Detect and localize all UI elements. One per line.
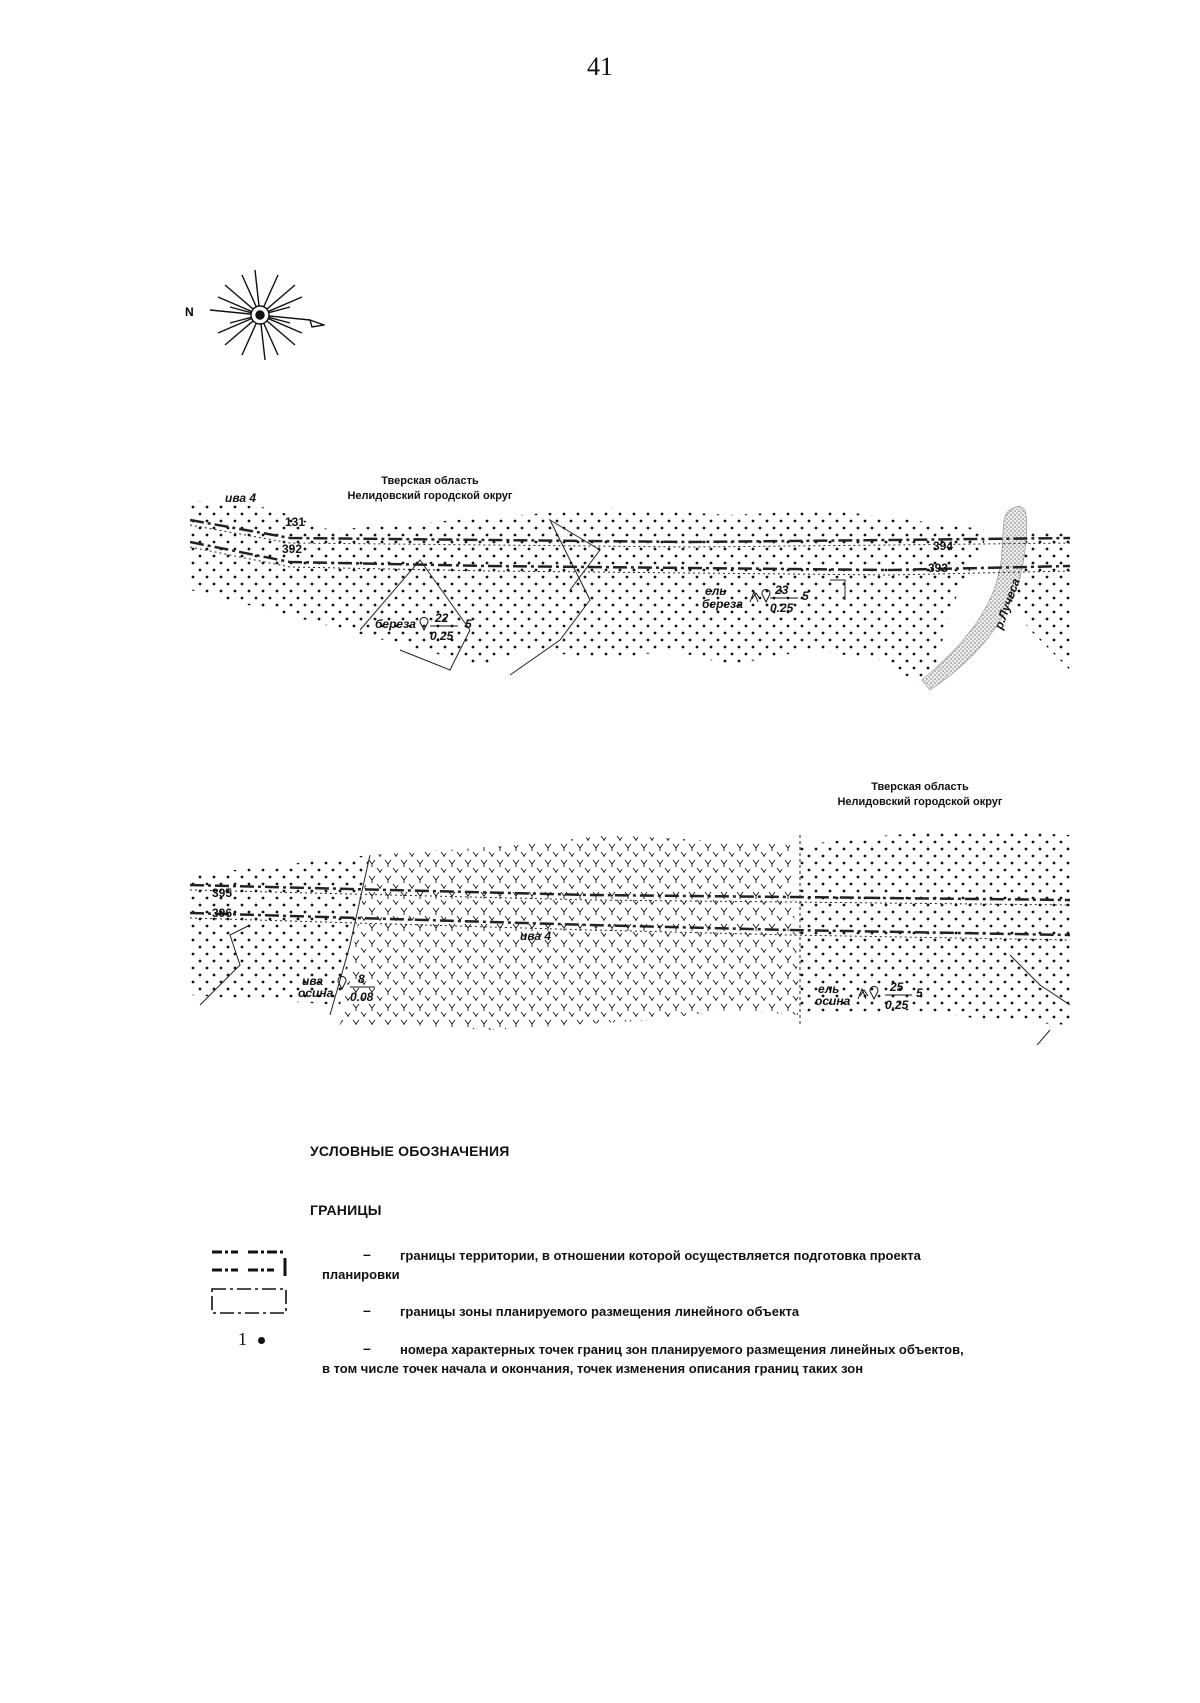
upper-map (190, 490, 1070, 720)
label-iva-4: ива 4 (520, 929, 552, 943)
compass-rose-icon (185, 265, 325, 370)
point-392: 392 (282, 542, 303, 556)
label-el-osina: осина (815, 994, 851, 1008)
legend-item-1-line2: планировки (322, 1267, 400, 1282)
linear-object-zone-border-symbol (210, 1286, 290, 1316)
el-numerator: 25 (890, 980, 904, 994)
point-395: 395 (212, 886, 233, 900)
bereza-numerator: 22 (435, 611, 449, 625)
el-denominator: 0.25 (885, 998, 909, 1012)
legend-section-borders: ГРАНИЦЫ (310, 1202, 382, 1218)
meadow-area-left (190, 855, 370, 1005)
el-height: 5 (916, 986, 923, 1000)
lower-region-label (820, 780, 1020, 810)
lower-region-line1: Тверская область (871, 781, 969, 793)
planning-territory-border-symbol (210, 1248, 290, 1280)
point-number-symbol-label: 1 (238, 1329, 247, 1349)
label-iva: ива (302, 974, 324, 988)
el-numerator: 23 (775, 583, 789, 597)
legend-item-3-line2: в том числе точек начала и окончания, точек изменения описания границ таких зон (322, 1361, 864, 1376)
legend-title: УСЛОВНЫЕ ОБОЗНАЧЕНИЯ (310, 1143, 510, 1159)
point-393: 393 (928, 561, 949, 575)
forest-area (330, 508, 990, 690)
label-el: ель (705, 584, 727, 598)
point-394: 394 (933, 539, 954, 553)
iva-denominator: 0.08 (350, 990, 374, 1004)
legend-item-1-line1: границы территории, в отношении которой осуществляется подготовка проекта (400, 1248, 921, 1263)
legend-item-2-dash: – (363, 1302, 371, 1318)
legend-item-2-text: границы зоны планируемого размещения линейного объекта (400, 1304, 800, 1319)
bereza-height: 5 (465, 617, 472, 631)
legend-item-1-dash: – (363, 1246, 371, 1262)
legend-item-1-text (322, 1246, 962, 1284)
label-river: р.Лучеса (991, 576, 1023, 632)
el-denominator: 0.25 (770, 601, 794, 615)
legend-item-3-line1: номера характерных точек границ зон планируемого размещения линейных объектов, (400, 1342, 964, 1357)
el-height: 5 (802, 589, 809, 603)
north-label: N (185, 305, 194, 319)
iva-numerator: 8 (358, 972, 365, 986)
page-number: 41 (587, 52, 613, 81)
upper-region-line2: Нелидовский городской округ (347, 490, 513, 502)
point-131: 131 (285, 515, 306, 529)
label-osina: осина (298, 986, 334, 1000)
legend-item-3-dash: – (363, 1340, 371, 1356)
label-el: ель (818, 982, 840, 996)
point-number-symbol (238, 1329, 265, 1350)
lower-region-line2: Нелидовский городской округ (837, 796, 1003, 808)
bereza-denominator: 0.25 (430, 629, 454, 643)
lower-map (190, 825, 1070, 1045)
point-dot-icon (258, 1337, 265, 1344)
label-bereza: береза (375, 617, 416, 631)
point-396: 396 (212, 906, 233, 920)
label-iva: ива 4 (225, 491, 257, 505)
label-el-bereza: береза (702, 597, 743, 611)
shrub-area (340, 835, 800, 1030)
upper-region-line1: Тверская область (381, 475, 479, 487)
legend-item-3-text (322, 1340, 1002, 1378)
